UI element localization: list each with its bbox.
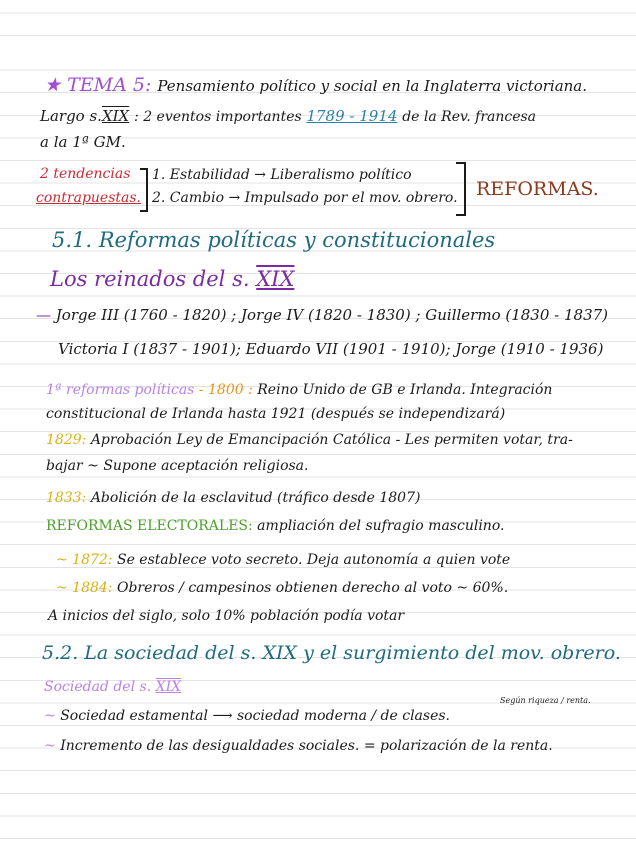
first-reforms-year: - 1800 :: [198, 382, 253, 398]
tendencias-label-2: contrapuestas.: [36, 190, 142, 206]
reinados-line-1: [36, 306, 608, 324]
title-text: Pensamiento político y social en la Inglaterra victoriana.: [157, 77, 588, 95]
century-numeral: XIX: [101, 107, 130, 125]
sociedad-line-2: [44, 738, 553, 754]
text-1829: Aprobación Ley de Emancipación Católica - Les permiten votar, tra-: [90, 432, 573, 448]
year-1872: ~ 1872:: [56, 552, 113, 568]
electoral-reforms: [46, 518, 504, 534]
reinados-line-2: Victoria I (1837 - 1901); Eduardo VII (1901 - 1910); Jorge (1910 - 1936): [58, 340, 604, 358]
left-bracket: [140, 168, 148, 212]
intro-text-b: : 2 eventos importantes: [134, 109, 302, 125]
reinados-title-text: Los reinados del s.: [50, 267, 250, 291]
intro-dates: 1789 - 1914: [306, 107, 398, 125]
sociedad-title: [44, 679, 181, 695]
side-note: Según riqueza / renta.: [500, 696, 591, 705]
intro-text-c: de la Rev. francesa: [402, 109, 537, 125]
year-1884: ~ 1884:: [56, 580, 113, 596]
intro-line-1: [40, 107, 536, 125]
electoral-text: ampliación del sufragio masculino.: [257, 518, 505, 534]
reinados-century: XIX: [256, 267, 295, 291]
sociedad-title-text: Sociedad del s.: [44, 679, 152, 695]
first-reforms-line: [46, 382, 552, 398]
intro-line-2: a la 1ª GM.: [40, 133, 126, 151]
reformas-result: REFORMAS.: [476, 178, 599, 200]
tendencia-item-2: 2. Cambio → Impulsado por el mov. obrero.: [152, 190, 458, 206]
tilde-mark: ~: [44, 708, 56, 724]
text-1833: Abolición de la esclavitud (tráfico desde 1807): [90, 490, 421, 506]
intro-text-a: Largo s.: [40, 107, 102, 125]
first-reforms-label: 1ª reformas políticas: [46, 382, 195, 398]
sociedad-text-1: Sociedad estamental ⟶ sociedad moderna / de clases.: [60, 708, 450, 724]
first-reforms-text: Reino Unido de GB e Irlanda. Integración: [257, 382, 553, 398]
tilde-mark: ~: [44, 738, 56, 754]
sociedad-century: XIX: [155, 679, 182, 695]
tendencia-item-1: 1. Estabilidad → Liberalismo político: [152, 167, 412, 183]
electoral-label: REFORMAS ELECTORALES:: [46, 518, 253, 534]
year-1833: 1833:: [46, 490, 87, 506]
star-icon: ★: [44, 74, 62, 96]
reinados-text-1: Jorge III (1760 - 1820) ; Jorge IV (1820 - 1830) ; Guillermo (1830 - 1837): [55, 306, 609, 324]
text-1884: Obreros / campesinos obtienen derecho al voto ~ 60%.: [116, 580, 509, 596]
section-5-2-title: 5.2. La sociedad del s. XIX y el surgimiento del mov. obrero.: [42, 642, 621, 664]
tendencias-label-1: 2 tendencias: [40, 166, 131, 182]
reinados-title: [50, 267, 294, 291]
voting-note: A inicios del siglo, solo 10% población podía votar: [48, 608, 405, 624]
year-1829: 1829:: [46, 432, 87, 448]
reform-1829: [46, 432, 573, 448]
sociedad-line-1: [44, 708, 450, 724]
reform-1829-cont: bajar ~ Supone aceptación religiosa.: [46, 458, 309, 474]
right-bracket: [456, 162, 466, 216]
section-5-1-title: 5.1. Reformas políticas y constitucionales: [52, 228, 496, 252]
tema-label: TEMA 5:: [67, 74, 152, 96]
reform-1833: [46, 490, 420, 506]
reform-1872: [56, 552, 510, 568]
sociedad-text-2: Incremento de las desigualdades sociales. = polarización de la renta.: [60, 738, 553, 754]
first-reforms-cont: constitucional de Irlanda hasta 1921 (después se independizará): [46, 406, 506, 422]
dash-mark: —: [36, 306, 51, 324]
reform-1884: [56, 580, 508, 596]
text-1872: Se establece voto secreto. Deja autonomía a quien vote: [116, 552, 511, 568]
title-line: [44, 74, 587, 96]
